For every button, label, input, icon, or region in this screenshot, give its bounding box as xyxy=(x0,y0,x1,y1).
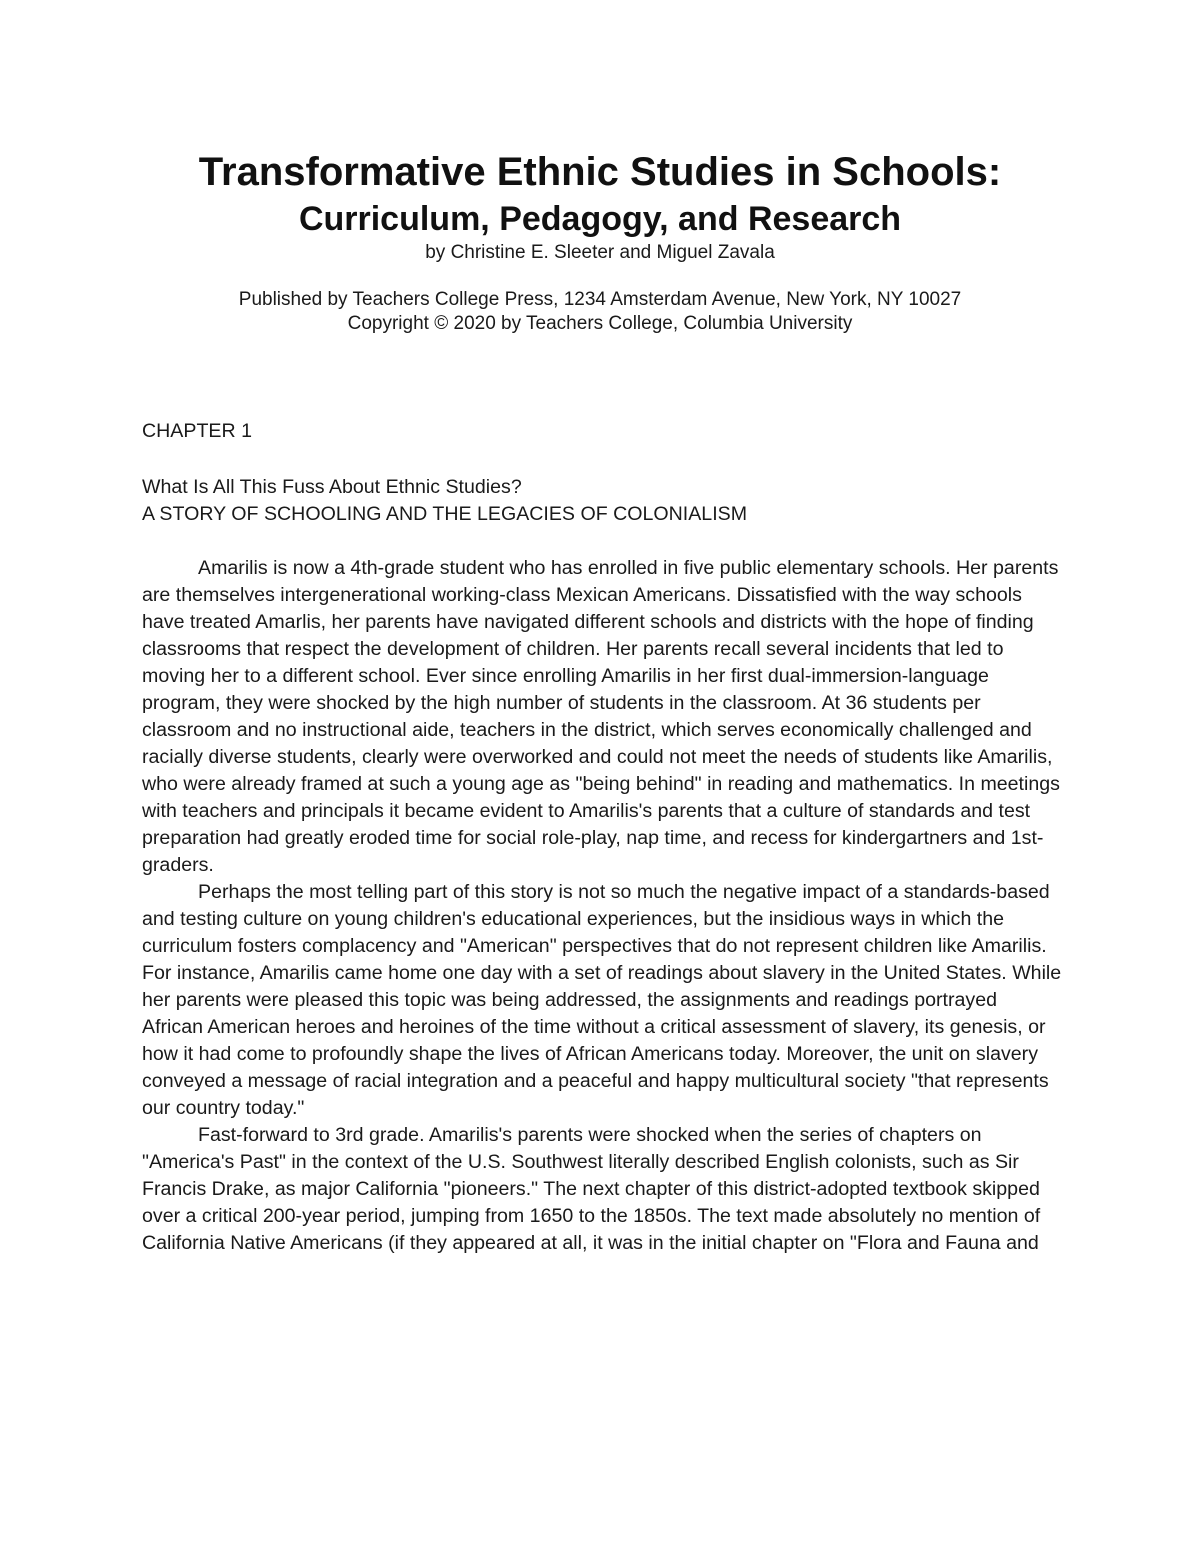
chapter-body xyxy=(142,418,1062,1257)
book-subtitle: Curriculum, Pedagogy, and Research xyxy=(298,200,902,238)
chapter-title: What Is All This Fuss About Ethnic Studies? xyxy=(142,476,522,498)
paragraph: Fast-forward to 3rd grade. Amarilis's parents were shocked when the series of chapters on "America's Past" in the context of the U.S. Southwest literally described English colonists, such as Sir Francis Drake, as major California "pioneers." The next chapter of this district-adopted textbook skipped over a critical 200-year period, jumping from 1650 to the 1850s. The text made absolutely no mention of California Native Americans (if they appeared at all, it was in the initial chapter on "Flora and Fauna and xyxy=(142,1124,1041,1254)
title-block xyxy=(0,146,1200,336)
paragraph: Perhaps the most telling part of this story is not so much the negative impact of a standards-based and testing culture on young children's educational experiences, but the insidious ways in which the curriculum fosters complacency and "American" perspectives that do not represent children like Amarilis. For instance, Amarilis came home one day with a set of readings about slavery in the United States. While her parents were pleased this topic was being addressed, the assignments and readings portrayed African American heroes and heroines of the time without a critical assessment of slavery, its genesis, or how it had come to profoundly shape the lives of African Americans today. Moreover, the unit on slavery conveyed a message of racial integration and a peaceful and happy multicultural society "that represents our country today." xyxy=(142,881,1062,1119)
author-byline: by Christine E. Sleeter and Miguel Zavala xyxy=(425,242,775,263)
copyright-line: Copyright © 2020 by Teachers College, Columbia University xyxy=(347,313,853,334)
publication-info xyxy=(0,288,1200,336)
publisher-line: Published by Teachers College Press, 1234 Amsterdam Avenue, New York, NY 10027 xyxy=(238,289,962,310)
chapter-label: CHAPTER 1 xyxy=(142,420,252,442)
paragraph: Amarilis is now a 4th-grade student who has enrolled in five public elementary schools. Her parents are themselves intergenerational working-class Mexican Americans. Dissatisfied with the way schools have treated Amarlis, her parents have navigated different schools and districts with the hope of finding classrooms that respect the development of children. Her parents recall several incidents that led to moving her to a different school. Ever since enrolling Amarilis in her first dual-immersion-language program, they were shocked by the high number of students in the classroom. At 36 students per classroom and no instructional aide, teachers in the district, which serves economically challenged and racially diverse students, clearly were overworked and could not meet the needs of students like Amarilis, who were already framed at such a young age as "being behind" in reading and mathematics. In meetings with teachers and principals it became evident to Amarilis's parents that a culture of standards and test preparation had greatly eroded time for social role-play, nap time, and recess for kindergartners and 1st-graders. xyxy=(142,557,1060,876)
book-title: Transformative Ethnic Studies in Schools: xyxy=(198,150,1002,194)
chapter-subtitle: A STORY OF SCHOOLING AND THE LEGACIES OF COLONIALISM xyxy=(142,503,748,525)
